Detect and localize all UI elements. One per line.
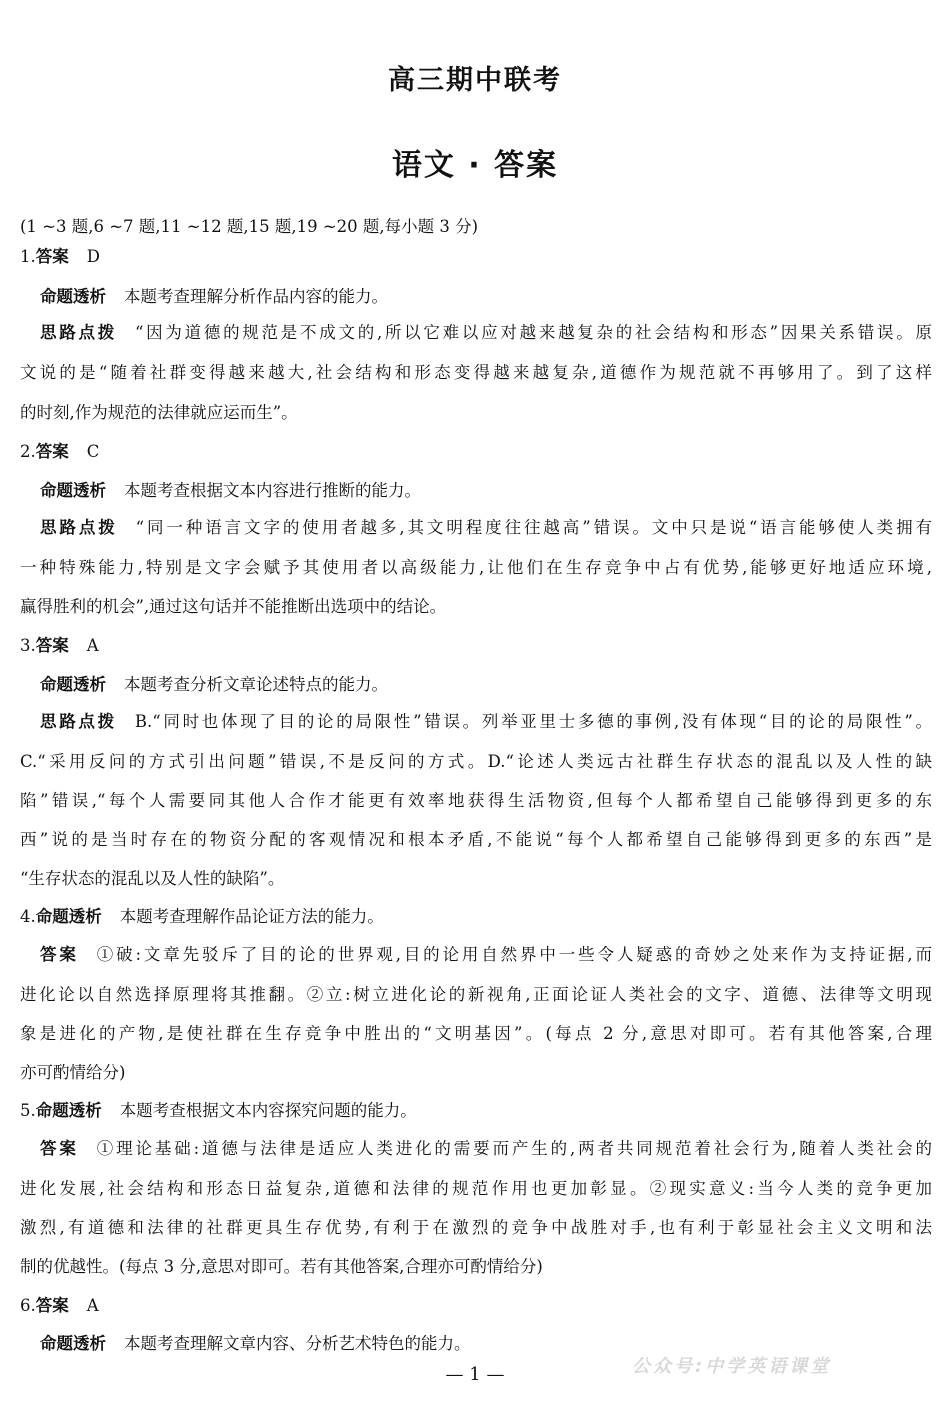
q4-answer-text: 亦可酌情给分) [20, 1063, 126, 1082]
answer-label: 答案 [35, 442, 69, 461]
q2-hint-text: 赢得胜利的机会”,通过这句话并不能推断出选项中的结论。 [20, 597, 447, 616]
intent-label: 命题透析 [40, 481, 106, 500]
q2-hint-text: “同一种语言文字的使用者越多,其文明程度往往越高”错误。文中只是说“语言能够使人类拥有 [135, 518, 932, 537]
q3-answer: A [86, 636, 99, 655]
q1-hint-line [40, 322, 932, 344]
intent-label: 命题透析 [35, 907, 102, 926]
answer-label: 答案 [40, 945, 79, 964]
q3-hint-text: B.“同时也体现了目的论的局限性”错误。列举亚里士多德的事例,没有体现“目的论的局限性”。 [134, 712, 933, 731]
intent-label: 命题透析 [40, 1334, 106, 1353]
q1-hint-text: 文说的是“随着社群变得越来越大,社会结构和形态变得越来越复杂,道德作为规范就不再够用了。到了这样 [20, 363, 932, 382]
exam-title: 高三期中联考 [388, 65, 562, 96]
q4-answer-text: 象是进化的产物,是使社群在生存竞争中胜出的“文明基因”。(每点 2 分,意思对即可。若有其他答案,合理 [20, 1024, 932, 1043]
q3-answer-line [20, 635, 932, 657]
q4-answer-text: 进化论以自然选择原理将其推翻。②立:树立进化论的新视角,正面论证人类社会的文字、道德、法律等文明现 [20, 985, 932, 1004]
q2-hint-line [40, 517, 932, 539]
q3-hint-text: “生存状态的混乱以及人性的缺陷”。 [20, 869, 285, 888]
q3-intent: 本题考查分析文章论述特点的能力。 [124, 675, 388, 694]
q5-intent-line [20, 1100, 932, 1122]
q5-answer-text: ①理论基础:道德与法律是适应人类进化的需要而产生的,两者共同规范着社会行为,随着人类社会的 [96, 1139, 932, 1158]
q5-answer-text: 激烈,有道德和法律的社群更具生存优势,有利于在激烈的竞争中战胜对手,也有利于彰显社会主义文明和法 [20, 1218, 932, 1237]
q5-answer-line [40, 1138, 932, 1160]
q1-hint-text: “因为道德的规范是不成文的,所以它难以应对越来越复杂的社会结构和形态”因果关系错误。原 [134, 323, 932, 342]
q1-answer-line [20, 246, 932, 268]
answer-label: 答案 [35, 1296, 69, 1315]
q1-hint-text: 的时刻,作为规范的法律就应运而生”。 [20, 403, 298, 422]
q4-answer-text: ①破:文章先驳斥了目的论的世界观,目的论用自然界中一些令人疑惑的奇妙之处来作为支持证据,而 [96, 945, 932, 964]
q1-answer: D [86, 247, 100, 266]
q3-hint-line [40, 711, 932, 733]
q6-answer-line [20, 1295, 932, 1317]
q4-intent-line [20, 906, 932, 928]
q6-answer: A [86, 1296, 99, 1315]
q5-number: 5. [20, 1101, 36, 1120]
q3-hint-text: C.“采用反问的方式引出问题”错误,不是反问的方式。D.“论述人类远古社群生存状态的混乱以及人性的缺 [20, 752, 932, 771]
page-number: — 1 — [445, 1364, 505, 1385]
answer-label: 答案 [35, 636, 69, 655]
q5-intent: 本题考查根据文本内容探究问题的能力。 [119, 1101, 417, 1120]
intent-label: 命题透析 [40, 287, 106, 306]
q3-hint-text: 西”说的是当时存在的物资分配的客观情况和根本矛盾,不能说“每个人都希望自己能够得到更多的东西”是 [20, 830, 932, 849]
hint-label: 思路点拨 [40, 323, 117, 342]
intent-label: 命题透析 [35, 1101, 102, 1120]
q6-number: 6. [20, 1296, 36, 1315]
intent-label: 命题透析 [40, 675, 106, 694]
q1-intent: 本题考查理解分析作品内容的能力。 [124, 287, 388, 306]
hint-label: 思路点拨 [40, 712, 117, 731]
q3-number: 3. [20, 636, 36, 655]
q2-answer-line [20, 441, 932, 463]
answer-label: 答案 [40, 1139, 79, 1158]
q2-answer: C [86, 442, 100, 461]
q3-intent-line [40, 674, 932, 696]
q2-hint-text: 一种特殊能力,特别是文字会赋予其使用者以高级能力,让他们在生存竞争中占有优势,能够更好地适应环境, [20, 558, 932, 577]
q2-intent: 本题考查根据文本内容进行推断的能力。 [124, 481, 421, 500]
q3-hint-text: 陷”错误,“每个人需要同其他人合作才能更有效率地获得生活物资,但每个人都希望自己能够得到更多的东 [20, 791, 932, 810]
answer-label: 答案 [35, 247, 69, 266]
q4-intent: 本题考查理解作品论证方法的能力。 [119, 907, 384, 926]
q6-intent: 本题考查理解文章内容、分析艺术特色的能力。 [124, 1334, 471, 1353]
q2-intent-line [40, 480, 932, 502]
q5-answer-text: 制的优越性。(每点 3 分,意思对即可。若有其他答案,合理亦可酌情给分) [20, 1257, 543, 1276]
watermark: 公众号:中学英语课堂 [632, 1356, 832, 1377]
q2-number: 2. [20, 442, 36, 461]
subject-title: 语文 · 答案 [391, 148, 559, 183]
hint-label: 思路点拨 [40, 518, 118, 537]
q4-answer-line [40, 944, 932, 966]
q4-number: 4. [20, 907, 36, 926]
scoring-note: (1 ~3 题,6 ~7 题,11 ~12 题,15 题,19 ~20 题,每小题 3 分) [20, 217, 479, 236]
q1-intent-line [40, 286, 932, 308]
q1-number: 1. [20, 247, 36, 266]
q5-answer-text: 进化发展,社会结构和形态日益复杂,道德和法律的规范作用也更加彰显。②现实意义:当今人类的竞争更加 [20, 1179, 932, 1198]
